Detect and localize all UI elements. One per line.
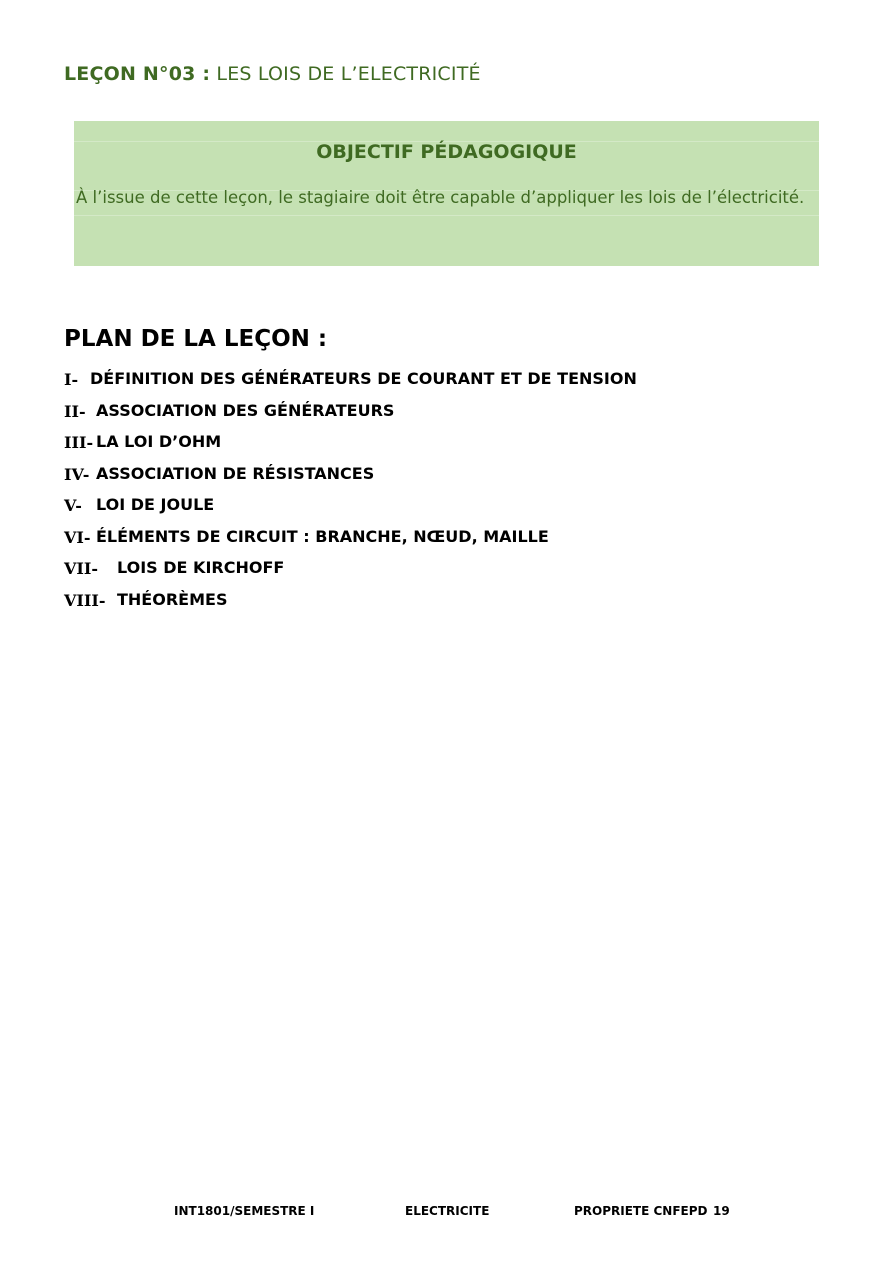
plan-item-number: VII- bbox=[64, 559, 99, 578]
plan-item-label: LA LOI D’OHM bbox=[96, 432, 222, 451]
plan-item-label: LOI DE JOULE bbox=[96, 495, 215, 514]
footer-owner: PROPRIETE CNFEPD bbox=[574, 1204, 708, 1218]
page-number: 19 bbox=[713, 1204, 730, 1218]
plan-item-label: LOIS DE KIRCHOFF bbox=[117, 558, 285, 577]
plan-item-number: IV- bbox=[64, 464, 90, 484]
lesson-name: LES LOIS DE L’ELECTRICITÉ bbox=[216, 63, 481, 85]
plan-item-label: THÉORÈMES bbox=[117, 589, 228, 609]
objective-text: À l’issue de cette leçon, le stagiaire doit être capable d’appliquer les lois de l’électricité. bbox=[76, 188, 805, 207]
plan-heading: PLAN DE LA LEÇON : bbox=[64, 326, 328, 352]
plan-item-label: DÉFINITION DES GÉNÉRATEURS DE COURANT ET DE TENSION bbox=[90, 369, 637, 388]
plan-item-number: V- bbox=[64, 496, 82, 515]
objective-heading: OBJECTIF PÉDAGOGIQUE bbox=[316, 141, 577, 163]
plan-item-label: ASSOCIATION DES GÉNÉRATEURS bbox=[96, 400, 395, 420]
plan-item-number: II- bbox=[64, 401, 86, 421]
lesson-number: LEÇON N°03 : bbox=[64, 63, 211, 85]
plan-item-label: ASSOCIATION DE RÉSISTANCES bbox=[96, 463, 375, 483]
plan-item-number: VIII- bbox=[64, 590, 106, 610]
lesson-title bbox=[64, 63, 481, 85]
objective-box-rule bbox=[74, 215, 819, 216]
footer-course-code: INT1801/SEMESTRE I bbox=[174, 1204, 315, 1218]
plan-item-number: III- bbox=[64, 433, 94, 452]
plan-item-label: ÉLÉMENTS DE CIRCUIT : BRANCHE, NŒUD, MAILLE bbox=[96, 526, 549, 546]
plan-item-number: I- bbox=[64, 370, 79, 389]
objective-box bbox=[74, 121, 819, 266]
footer-subject: ELECTRICITE bbox=[405, 1204, 490, 1218]
plan-item-number: VI- bbox=[64, 527, 91, 547]
